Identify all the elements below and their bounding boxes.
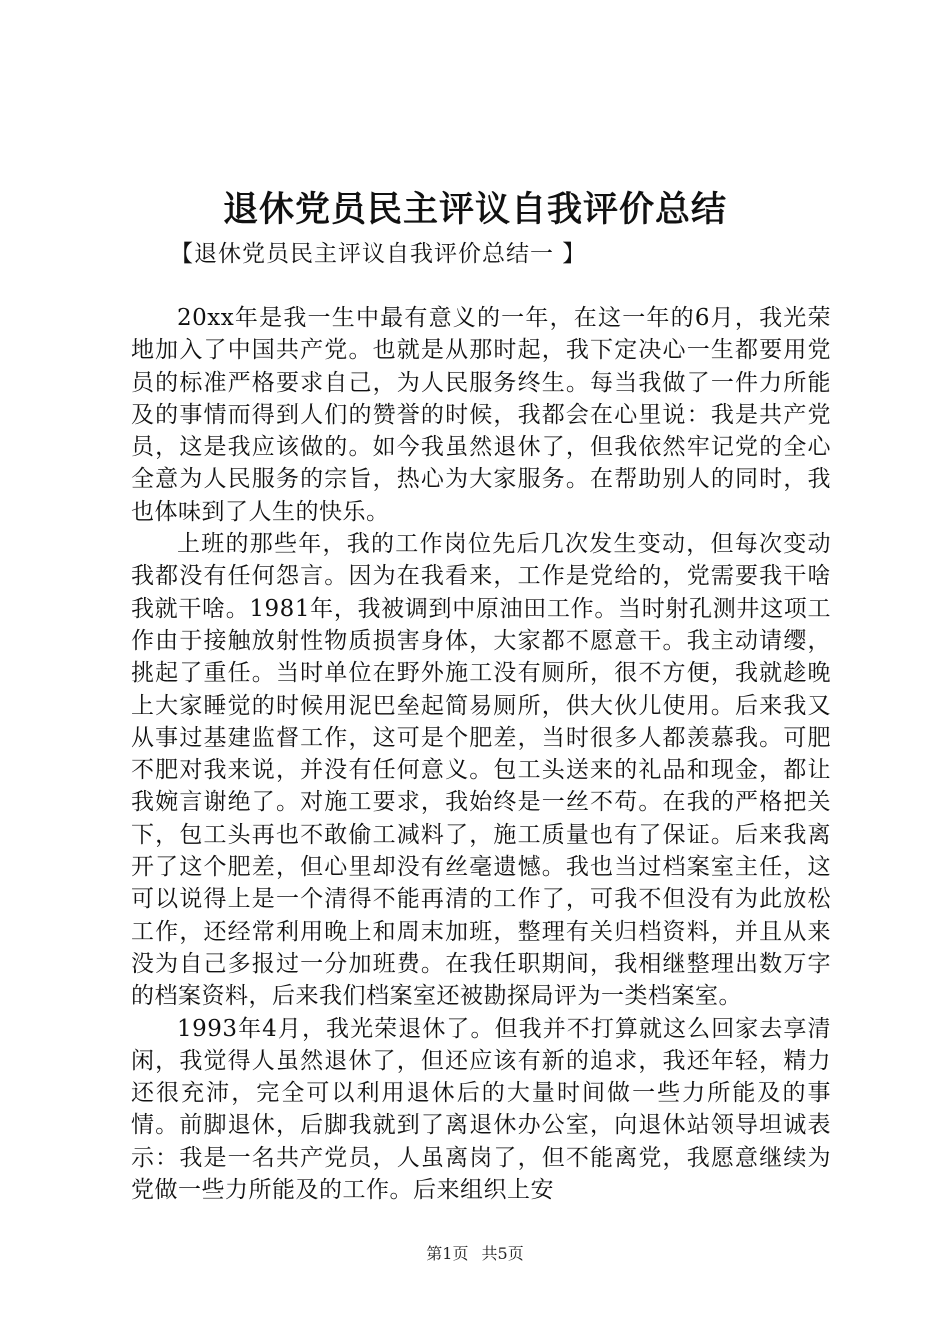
body-paragraph: 上班的那些年，我的工作岗位先后几次发生变动，但每次变动我都没有任何怨言。因为在我看来，工作是党给的，党需要我干啥我就干啥。1981年，我被调到中原油田工作。当时射孔测井这项工作由于接触放射性物质损害身体，大家都不愿意干。我主动请缨，挑起了重任。当时单位在野外施工没有厕所，很不方便，我就趁晚上大家睡觉的时候用泥巴垒起简易厕所，供大伙儿使用。后来我又从事过基建监督工作，这可是个肥差，当时很多人都羡慕我。可肥不肥对我来说，并没有任何意义。包工头送来的礼品和现金，都让我婉言谢绝了。对施工要求，我始终是一丝不苟。在我的严格把关下，包工头再也不敢偷工减料了，施工质量也有了保证。后来我离开了这个肥差，但心里却没有丝毫遗憾。我也当过档案室主任，这可以说得上是一个清得不能再清的工作了，可我不但没有为此放松工作，还经常利用晚上和周末加班，整理有关归档资料，并且从来没为自己多报过一分加班费。在我任职期间，我相继整理出数万字的档案资料，后来我们档案室还被勘探局评为一类档案室。	[131, 531, 831, 1010]
document-body	[131, 302, 831, 1206]
document-subheading: 【退休党员民主评议自我评价总结一 】	[170, 241, 587, 267]
page-footer	[0, 1243, 950, 1265]
page-number-total: 共5页	[481, 1244, 524, 1263]
document-title: 退休党员民主评议自我评价总结	[222, 189, 727, 230]
page-number-current: 第1页	[426, 1244, 469, 1263]
body-paragraph: 1993年4月，我光荣退休了。但我并不打算就这么回家去享清闲，我觉得人虽然退休了，但还应该有新的追求，我还年轻，精力还很充沛，完全可以利用退休后的大量时间做一些力所能及的事情。前脚退休，后脚我就到了离退休办公室，向退休站领导坦诚表示：我是一名共产党员，人虽离岗了，但不能离党，我愿意继续为党做一些力所能及的工作。后来组织上安	[131, 1015, 831, 1204]
body-paragraph: 20xx年是我一生中最有意义的一年，在这一年的6月，我光荣地加入了中国共产党。也就是从那时起，我下定决心一生都要用党员的标准严格要求自己，为人民服务终生。每当我做了一件力所能及的事情而得到人们的赞誉的时候，我都会在心里说：我是共产党员，这是我应该做的。如今我虽然退休了，但我依然牢记党的全心全意为人民服务的宗旨，热心为大家服务。在帮助别人的同时，我也体味到了人生的快乐。	[131, 305, 831, 525]
